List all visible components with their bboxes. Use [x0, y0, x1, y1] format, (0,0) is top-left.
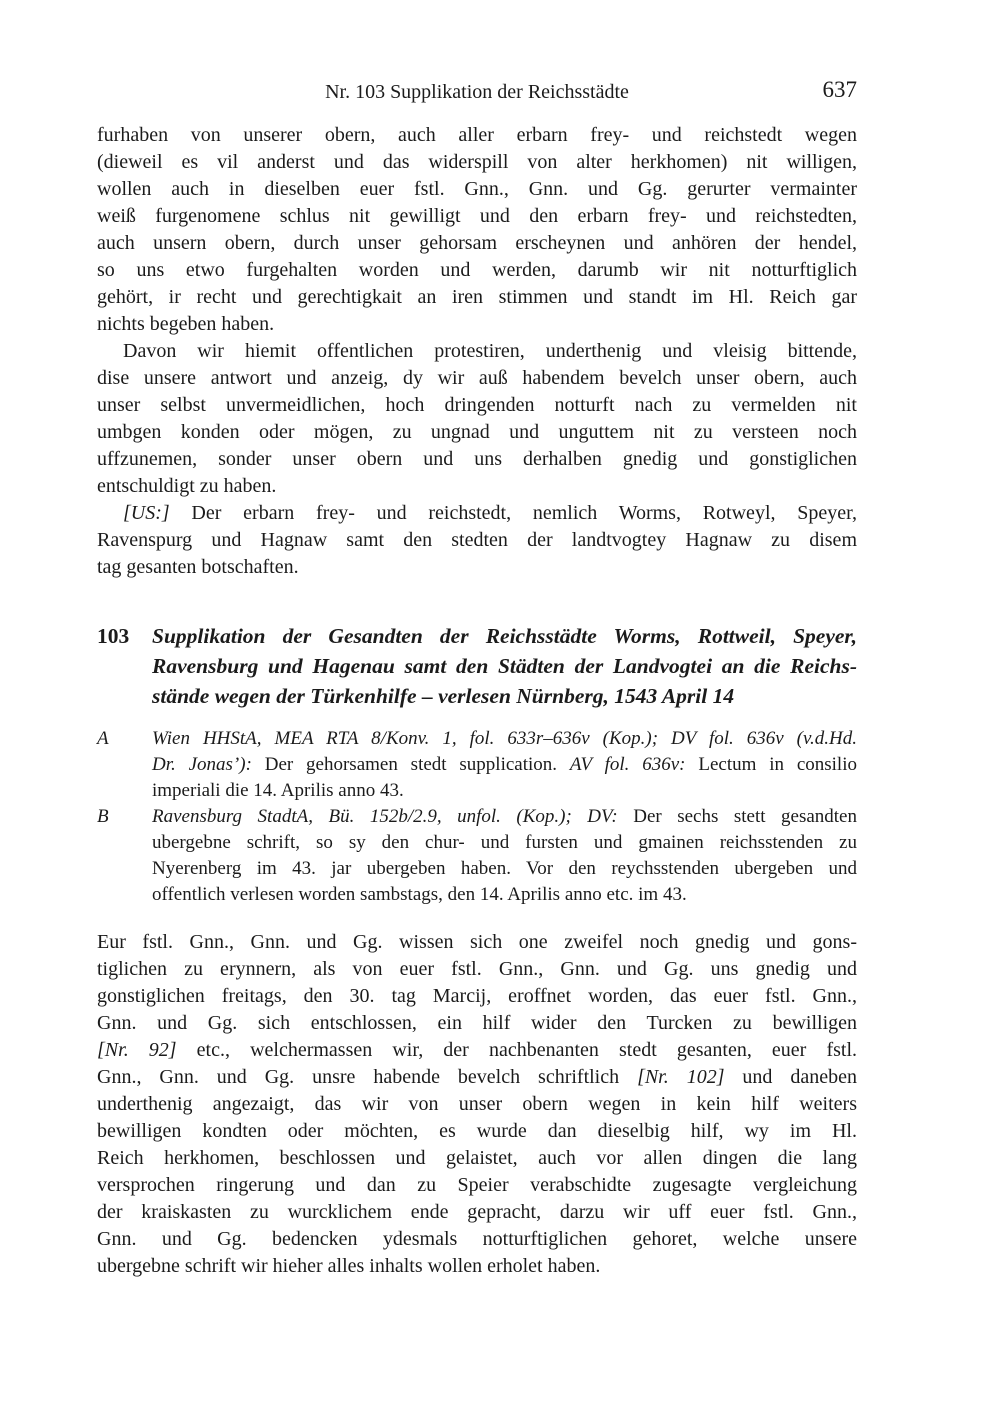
- text-segment: Ravenspurg und Hagnaw samt den stedten der landtvogtey Hagnaw zu disem: [97, 529, 857, 551]
- text-line: [97, 1064, 857, 1091]
- text-segment: entschuldigt zu haben.: [97, 475, 277, 497]
- carryover-paragraph: [97, 122, 857, 338]
- source-a-body: [152, 726, 857, 804]
- text-line: [97, 1037, 857, 1064]
- text-segment: ubergebne schrift, so sy den chur- und fursten und gmainen reichsstenden zu: [152, 832, 857, 853]
- italic-text-segment: Dr. Jonas’):: [152, 754, 265, 775]
- text-segment: versprochen ringerung und dan zu Speier verabschidte zugesagte vergleichung: [97, 1174, 857, 1196]
- text-line: [97, 1172, 857, 1199]
- text-line: [97, 1010, 857, 1037]
- text-line: [97, 983, 857, 1010]
- carryover-paragraph-body: [97, 122, 857, 338]
- source-b-body: [152, 804, 857, 908]
- text-line: [97, 176, 857, 203]
- text-segment: bewilligen kondten oder möchten, es wurde dan dieselbig hilf, wy im Hl.: [97, 1120, 857, 1142]
- text-line: [97, 1199, 857, 1226]
- text-segment: gonstiglichen freitags, den 30. tag Marcij, eroffnet worden, das euer fstl. Gnn.,: [97, 985, 857, 1007]
- text-line: [97, 284, 857, 311]
- text-segment: gehört, ir recht und gerechtigkait an iren stimmen und standt im Hl. Reich gar: [97, 286, 857, 308]
- source-b-label: B: [97, 806, 109, 827]
- text-segment: offentlich verlesen worden sambstags, den 14. Aprilis anno etc. im 43.: [152, 884, 687, 905]
- text-line: [97, 365, 857, 392]
- text-segment: uffzunemen, sonder unser obern und uns derhalben gnedig und gonstiglichen: [97, 448, 857, 470]
- text-line: [97, 554, 857, 581]
- text-line: [97, 419, 857, 446]
- text-line: [97, 1118, 857, 1145]
- text-line: [97, 257, 857, 284]
- text-segment: der kraiskasten zu wurcklichem ende gepracht, darzu wir uff euer fstl. Gnn.,: [97, 1201, 857, 1223]
- text-segment: tag gesanten botschaften.: [97, 556, 299, 578]
- text-line: [152, 830, 857, 856]
- text-line: [97, 122, 857, 149]
- text-segment: Davon wir hiemit offentlichen protestiren, underthenig und vleisig bittende,: [123, 340, 857, 362]
- source-b: [97, 804, 857, 908]
- text-line: [97, 203, 857, 230]
- text-line: [152, 651, 857, 681]
- text-line: [97, 527, 857, 554]
- text-line: [97, 929, 857, 956]
- text-line: [97, 446, 857, 473]
- source-a: [97, 726, 857, 804]
- text-segment: so uns etwo furgehalten worden und werden, darumb wir nit notturftiglich: [97, 259, 857, 281]
- document-heading-body: [152, 621, 857, 711]
- text-line: [97, 956, 857, 983]
- text-line: [152, 856, 857, 882]
- italic-text-segment: Wien HHStA, MEA RTA 8/Konv. 1, fol. 633r–636v (Kop.); DV fol. 636v (v.d.Hd.: [152, 728, 857, 749]
- text-line: [152, 726, 857, 752]
- text-segment: und daneben: [724, 1066, 857, 1088]
- text-line: [97, 1091, 857, 1118]
- italic-text-segment: [Nr. 102]: [637, 1066, 725, 1088]
- text-line: [97, 1145, 857, 1172]
- text-segment: Der erbarn frey- und reichstedt, nemlich Worms, Rotweyl, Speyer,: [169, 502, 857, 524]
- text-segment: Gnn. und Gg. sich entschlossen, ein hilf wider den Turcken zu bewilligen: [97, 1012, 857, 1034]
- text-line: [152, 681, 857, 711]
- text-line: [152, 752, 857, 778]
- text-segment: Ravensburg und Hagenau samt den Städten der Landvogtei an die Reichs-: [152, 654, 857, 678]
- text-line: [97, 1226, 857, 1253]
- text-line: [97, 149, 857, 176]
- text-segment: auch unsern obern, durch unser gehorsam erscheynen und anhören der hendel,: [97, 232, 857, 254]
- text-line: [97, 473, 857, 500]
- text-segment: underthenig angezaigt, das wir von unser obern wegen in kein hilf weiters: [97, 1093, 857, 1115]
- subscription-paragraph-body: [97, 500, 857, 581]
- text-line: [152, 804, 857, 830]
- text-segment: Gnn. und Gg. bedencken ydesmals notturftiglichen gehoret, welche unsere: [97, 1228, 857, 1250]
- text-segment: tiglichen zu erynnern, als von euer fstl. Gnn., Gnn. und Gg. uns gnedig und: [97, 958, 857, 980]
- text-segment: ubergebne schrift wir hieher alles inhalts wollen erholet haben.: [97, 1255, 601, 1277]
- text-segment: Reich herkhomen, beschlossen und gelaistet, auch vor allen dingen die lang: [97, 1147, 857, 1169]
- text-line: [152, 621, 857, 651]
- text-column: [97, 77, 857, 1280]
- text-line: [97, 392, 857, 419]
- text-segment: nichts begeben haben.: [97, 313, 275, 335]
- subscription-paragraph: [97, 500, 857, 581]
- text-segment: Gnn., Gnn. und Gg. unsre habende bevelch schriftlich: [97, 1066, 638, 1088]
- text-segment: Nyerenberg im 43. jar ubergeben haben. Vor den reychsstenden ubergeben und: [152, 858, 857, 879]
- text-segment: etc., welchermassen wir, der nachbenanten stedt gesanten, euer fstl.: [176, 1039, 857, 1061]
- text-segment: umbgen konden oder mögen, zu ungnad und unguttem nit zu versteen noch: [97, 421, 857, 443]
- page-number: 637: [822, 77, 857, 102]
- text-segment: (dieweil es vil anderst und das widerspill von alter herkhomen) nit willigen,: [97, 151, 857, 173]
- text-line: [152, 778, 857, 804]
- text-segment: imperiali die 14. Aprilis anno 43.: [152, 780, 404, 801]
- main-text-paragraph-body: [97, 929, 857, 1280]
- italic-text-segment: Ravensburg StadtA, Bü. 152b/2.9, unfol. (Kop.); DV:: [152, 806, 634, 827]
- protest-paragraph-body: [97, 338, 857, 500]
- page-header: [97, 77, 857, 104]
- text-segment: Lectum in consilio: [698, 754, 857, 775]
- italic-text-segment: [US:]: [123, 502, 170, 524]
- text-segment: weiß furgenomene schlus nit gewilligt und den erbarn frey- und reichstedten,: [97, 205, 857, 227]
- text-segment: wollen auch in dieselben euer fstl. Gnn., Gnn. und Gg. gerurter vermainter: [97, 178, 857, 200]
- text-line: [152, 882, 857, 908]
- text-segment: Eur fstl. Gnn., Gnn. und Gg. wissen sich one zweifel noch gnedig und gons-: [97, 931, 857, 953]
- protest-paragraph: [97, 338, 857, 500]
- text-segment: Der sechs stett gesandten: [633, 806, 857, 827]
- text-line: [97, 338, 857, 365]
- text-segment: stände wegen der Türkenhilfe – verlesen Nürnberg, 1543 April 14: [152, 684, 735, 708]
- source-a-label: A: [97, 728, 109, 749]
- running-head: Nr. 103 Supplikation der Reichsstädte: [325, 81, 629, 103]
- main-text-paragraph: [97, 929, 857, 1280]
- text-segment: Der gehorsamen stedt supplication.: [264, 754, 570, 775]
- italic-text-segment: [Nr. 92]: [97, 1039, 177, 1061]
- document-heading-label: 103: [97, 624, 130, 648]
- text-line: [97, 230, 857, 257]
- document-heading: [97, 621, 857, 711]
- text-segment: unser selbst unvermeidlichen, hoch dringenden notturft nach zu vermelden nit: [97, 394, 857, 416]
- text-line: [97, 500, 857, 527]
- page-content: [97, 122, 857, 1280]
- text-line: [97, 311, 857, 338]
- text-segment: Supplikation der Gesandten der Reichsstädte Worms, Rottweil, Speyer,: [152, 624, 857, 648]
- text-segment: furhaben von unserer obern, auch aller erbarn frey- und reichstedt wegen: [97, 124, 857, 146]
- italic-text-segment: AV fol. 636v:: [569, 754, 699, 775]
- text-line: [97, 1253, 857, 1280]
- text-segment: dise unsere antwort und anzeig, dy wir auß habendem bevelch unser obern, auch: [97, 367, 857, 389]
